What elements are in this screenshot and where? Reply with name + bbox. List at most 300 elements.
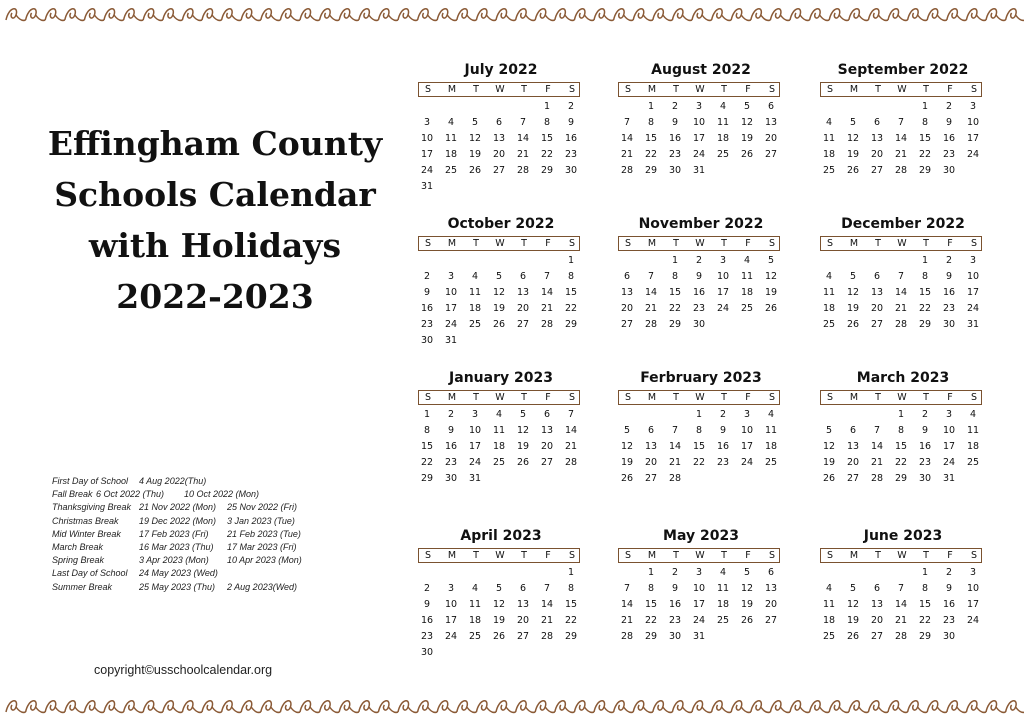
weekday-header — [418, 548, 580, 563]
day-cell: 6 — [849, 425, 857, 436]
day-cell: 3 — [945, 409, 953, 420]
day-cell: 28 — [516, 165, 530, 176]
day-cell: 31 — [942, 473, 956, 484]
day-cell: 17 — [716, 287, 730, 298]
day-cell: 14 — [894, 133, 908, 144]
day-cell: 28 — [894, 319, 908, 330]
day-cell: 27 — [644, 473, 658, 484]
day-cell: 27 — [492, 165, 506, 176]
day-cell: 27 — [620, 319, 634, 330]
day-cell: 22 — [918, 615, 932, 626]
day-cell: 24 — [966, 149, 980, 160]
day-cell: 15 — [420, 441, 434, 452]
day-cell: 30 — [668, 165, 682, 176]
day-cell: 18 — [822, 149, 836, 160]
day-cell: 10 — [966, 271, 980, 282]
day-cell: 2 — [423, 271, 431, 282]
weekday-header — [820, 82, 982, 97]
day-cell: 11 — [444, 133, 458, 144]
day-cell: 18 — [740, 287, 754, 298]
weekday-label: T — [521, 550, 527, 561]
day-cell: 28 — [870, 473, 884, 484]
day-cell: 16 — [668, 599, 682, 610]
weekday-label: S — [424, 238, 432, 249]
weekday-label: S — [970, 238, 978, 249]
day-cell: 21 — [564, 441, 578, 452]
day-cell: 13 — [870, 287, 884, 298]
day-cell: 15 — [692, 441, 706, 452]
day-cell: 26 — [846, 165, 860, 176]
day-cell: 16 — [918, 441, 932, 452]
day-cell: 3 — [447, 583, 455, 594]
weekday-header — [618, 390, 780, 405]
day-cell: 14 — [668, 441, 682, 452]
day-cell: 8 — [921, 271, 929, 282]
day-cell: 4 — [719, 567, 727, 578]
day-cell: 23 — [444, 457, 458, 468]
day-cell: 21 — [894, 149, 908, 160]
day-cell: 27 — [764, 615, 778, 626]
holiday-date-end: 21 Feb 2023 (Tue) — [227, 528, 301, 539]
day-cell: 17 — [942, 441, 956, 452]
title-line: 2022-2023 — [116, 277, 314, 316]
day-cell: 5 — [849, 583, 857, 594]
weekday-label: F — [745, 550, 751, 561]
weekday-label: M — [647, 84, 657, 95]
day-cell: 25 — [822, 165, 836, 176]
day-cell: 19 — [846, 149, 860, 160]
day-cell: 14 — [620, 133, 634, 144]
day-cell: 2 — [945, 101, 953, 112]
weekday-label: M — [849, 238, 859, 249]
day-cell: 16 — [444, 441, 458, 452]
day-cell: 13 — [492, 133, 506, 144]
day-cell: 14 — [644, 287, 658, 298]
weekday-label: M — [447, 392, 457, 403]
day-cell: 1 — [567, 567, 575, 578]
day-cell: 24 — [942, 457, 956, 468]
weekday-label: W — [495, 238, 505, 249]
day-cell: 10 — [966, 583, 980, 594]
day-cell: 8 — [567, 271, 575, 282]
month-title: October 2022 — [447, 216, 555, 232]
day-cell: 18 — [822, 303, 836, 314]
weekday-label: F — [545, 550, 551, 561]
day-cell: 18 — [716, 133, 730, 144]
day-cell: 5 — [519, 409, 527, 420]
day-cell: 10 — [966, 117, 980, 128]
day-cell: 25 — [764, 457, 778, 468]
weekday-label: S — [970, 550, 978, 561]
day-cell: 13 — [870, 133, 884, 144]
day-cell: 29 — [540, 165, 554, 176]
day-cell: 5 — [849, 117, 857, 128]
day-cell: 21 — [894, 303, 908, 314]
day-cell: 3 — [471, 409, 479, 420]
day-cell: 13 — [620, 287, 634, 298]
day-cell: 4 — [767, 409, 775, 420]
weekday-label: T — [721, 392, 727, 403]
holiday-date-end: 25 Nov 2022 (Fri) — [227, 502, 298, 513]
day-cell: 1 — [647, 101, 655, 112]
day-cell: 23 — [668, 615, 682, 626]
day-cell: 12 — [492, 287, 506, 298]
day-cell: 18 — [468, 615, 482, 626]
day-cell: 31 — [966, 319, 980, 330]
day-cell: 8 — [647, 117, 655, 128]
day-cell: 30 — [444, 473, 458, 484]
day-cell: 10 — [740, 425, 754, 436]
day-cell: 25 — [468, 319, 482, 330]
day-cell: 12 — [740, 117, 754, 128]
day-cell: 4 — [969, 409, 977, 420]
weekday-label: W — [495, 84, 505, 95]
day-cell: 5 — [471, 117, 479, 128]
day-cell: 4 — [825, 271, 833, 282]
day-cell: 29 — [564, 631, 578, 642]
day-cell: 1 — [567, 255, 575, 266]
weekday-label: F — [745, 84, 751, 95]
day-cell: 4 — [471, 583, 479, 594]
day-cell: 3 — [447, 271, 455, 282]
day-cell: 21 — [620, 149, 634, 160]
day-cell: 10 — [420, 133, 434, 144]
day-cell: 25 — [444, 165, 458, 176]
day-cell: 9 — [945, 117, 953, 128]
day-cell: 26 — [764, 303, 778, 314]
day-cell: 23 — [918, 457, 932, 468]
day-cell: 18 — [764, 441, 778, 452]
weekday-label: M — [849, 392, 859, 403]
day-cell: 26 — [492, 631, 506, 642]
day-cell: 8 — [671, 271, 679, 282]
day-cell: 30 — [692, 319, 706, 330]
day-cell: 24 — [740, 457, 754, 468]
weekday-label: S — [424, 550, 432, 561]
day-cell: 5 — [849, 271, 857, 282]
day-cell: 10 — [692, 117, 706, 128]
day-cell: 21 — [870, 457, 884, 468]
day-cell: 7 — [623, 583, 631, 594]
day-cell: 6 — [873, 117, 881, 128]
weekday-label: S — [826, 392, 834, 403]
day-cell: 22 — [894, 457, 908, 468]
weekday-label: F — [745, 238, 751, 249]
day-cell: 20 — [516, 615, 530, 626]
day-cell: 24 — [716, 303, 730, 314]
day-cell: 6 — [873, 583, 881, 594]
day-cell: 26 — [846, 319, 860, 330]
day-cell: 4 — [743, 255, 751, 266]
weekday-label: W — [695, 550, 705, 561]
day-cell: 20 — [870, 149, 884, 160]
day-cell: 10 — [468, 425, 482, 436]
day-cell: 21 — [516, 149, 530, 160]
month-title: March 2023 — [856, 370, 950, 386]
day-cell: 22 — [564, 303, 578, 314]
day-cell: 2 — [921, 409, 929, 420]
day-cell: 27 — [870, 319, 884, 330]
day-cell: 21 — [620, 615, 634, 626]
day-cell: 16 — [668, 133, 682, 144]
day-cell: 8 — [921, 583, 929, 594]
day-cell: 5 — [495, 583, 503, 594]
weekday-label: M — [447, 550, 457, 561]
day-cell: 28 — [540, 631, 554, 642]
weekday-label: T — [673, 84, 679, 95]
weekday-header — [820, 390, 982, 405]
day-cell: 28 — [894, 631, 908, 642]
day-cell: 18 — [822, 615, 836, 626]
day-cell: 12 — [740, 583, 754, 594]
day-cell: 14 — [870, 441, 884, 452]
day-cell: 8 — [695, 425, 703, 436]
day-cell: 17 — [692, 133, 706, 144]
day-cell: 15 — [894, 441, 908, 452]
weekday-label: M — [447, 238, 457, 249]
holiday-name: Last Day of School — [52, 568, 128, 579]
day-cell: 23 — [942, 303, 956, 314]
month-title: September 2022 — [837, 62, 969, 78]
holiday-name: Christmas Break — [52, 515, 119, 526]
weekday-label: S — [624, 550, 632, 561]
weekday-label: T — [473, 84, 479, 95]
day-cell: 21 — [540, 303, 554, 314]
day-cell: 11 — [822, 287, 836, 298]
day-cell: 7 — [519, 117, 527, 128]
day-cell: 15 — [564, 287, 578, 298]
day-cell: 26 — [620, 473, 634, 484]
weekday-label: T — [875, 238, 881, 249]
weekday-label: M — [447, 84, 457, 95]
day-cell: 5 — [743, 567, 751, 578]
day-cell: 1 — [921, 567, 929, 578]
day-cell: 12 — [468, 133, 482, 144]
weekday-label: S — [826, 238, 834, 249]
day-cell: 30 — [420, 647, 434, 658]
day-cell: 28 — [540, 319, 554, 330]
day-cell: 12 — [620, 441, 634, 452]
day-cell: 22 — [918, 303, 932, 314]
day-cell: 28 — [668, 473, 682, 484]
day-cell: 30 — [942, 165, 956, 176]
day-cell: 13 — [516, 287, 530, 298]
holiday-name: Spring Break — [52, 555, 105, 566]
day-cell: 26 — [468, 165, 482, 176]
day-cell: 3 — [695, 567, 703, 578]
day-cell: 7 — [567, 409, 575, 420]
holiday-date-end: 10 Oct 2022 (Mon) — [184, 489, 260, 500]
day-cell: 22 — [540, 149, 554, 160]
weekday-label: T — [923, 238, 929, 249]
day-cell: 10 — [444, 599, 458, 610]
day-cell: 13 — [540, 425, 554, 436]
weekday-label: T — [473, 392, 479, 403]
day-cell: 17 — [966, 599, 980, 610]
weekday-label: F — [745, 392, 751, 403]
day-cell: 14 — [894, 287, 908, 298]
day-cell: 20 — [540, 441, 554, 452]
day-cell: 19 — [492, 615, 506, 626]
day-cell: 30 — [420, 335, 434, 346]
day-cell: 13 — [516, 599, 530, 610]
day-cell: 10 — [716, 271, 730, 282]
day-cell: 8 — [921, 117, 929, 128]
holiday-date-start: 3 Apr 2023 (Mon) — [139, 555, 209, 566]
day-cell: 13 — [870, 599, 884, 610]
day-cell: 12 — [516, 425, 530, 436]
day-cell: 29 — [918, 319, 932, 330]
weekday-label: S — [826, 550, 834, 561]
day-cell: 6 — [543, 409, 551, 420]
day-cell: 23 — [420, 319, 434, 330]
day-cell: 14 — [516, 133, 530, 144]
day-cell: 21 — [668, 457, 682, 468]
weekday-label: F — [545, 84, 551, 95]
day-cell: 7 — [897, 271, 905, 282]
weekday-label: W — [495, 550, 505, 561]
day-cell: 10 — [692, 583, 706, 594]
day-cell: 7 — [543, 583, 551, 594]
day-cell: 24 — [444, 319, 458, 330]
weekday-label: S — [624, 238, 632, 249]
day-cell: 9 — [921, 425, 929, 436]
day-cell: 21 — [644, 303, 658, 314]
day-cell: 10 — [942, 425, 956, 436]
weekday-label: M — [849, 550, 859, 561]
day-cell: 2 — [695, 255, 703, 266]
title-line: Schools Calendar — [54, 175, 376, 214]
weekday-label: T — [521, 84, 527, 95]
weekday-label: S — [826, 84, 834, 95]
day-cell: 17 — [420, 149, 434, 160]
day-cell: 2 — [945, 567, 953, 578]
day-cell: 11 — [740, 271, 754, 282]
day-cell: 17 — [966, 133, 980, 144]
day-cell: 30 — [564, 165, 578, 176]
day-cell: 7 — [647, 271, 655, 282]
day-cell: 16 — [420, 615, 434, 626]
day-cell: 16 — [716, 441, 730, 452]
day-cell: 24 — [468, 457, 482, 468]
weekday-label: W — [897, 392, 907, 403]
holiday-date-start: 21 Nov 2022 (Mon) — [139, 502, 217, 513]
weekday-label: S — [768, 84, 776, 95]
day-cell: 29 — [894, 473, 908, 484]
month-title: May 2023 — [663, 528, 739, 544]
day-cell: 29 — [564, 319, 578, 330]
holiday-date-end: 10 Apr 2023 (Mon) — [227, 555, 302, 566]
day-cell: 30 — [918, 473, 932, 484]
holiday-date-start: 17 Feb 2023 (Fri) — [139, 528, 209, 539]
day-cell: 20 — [620, 303, 634, 314]
day-cell: 12 — [846, 287, 860, 298]
day-cell: 10 — [444, 287, 458, 298]
day-cell: 29 — [644, 631, 658, 642]
weekday-label: M — [849, 84, 859, 95]
weekday-label: T — [521, 392, 527, 403]
day-cell: 19 — [740, 599, 754, 610]
day-cell: 6 — [767, 101, 775, 112]
weekday-label: T — [875, 550, 881, 561]
day-cell: 24 — [420, 165, 434, 176]
weekday-label: S — [624, 84, 632, 95]
day-cell: 1 — [695, 409, 703, 420]
day-cell: 25 — [468, 631, 482, 642]
day-cell: 4 — [825, 117, 833, 128]
weekday-header — [418, 82, 580, 97]
weekday-label: M — [647, 392, 657, 403]
weekday-label: F — [947, 84, 953, 95]
day-cell: 20 — [644, 457, 658, 468]
weekday-label: T — [673, 392, 679, 403]
weekday-label: S — [970, 84, 978, 95]
weekday-label: W — [495, 392, 505, 403]
day-cell: 16 — [942, 287, 956, 298]
day-cell: 6 — [519, 271, 527, 282]
weekday-label: W — [897, 238, 907, 249]
day-cell: 11 — [716, 117, 730, 128]
day-cell: 15 — [644, 133, 658, 144]
day-cell: 8 — [647, 583, 655, 594]
day-cell: 9 — [945, 271, 953, 282]
weekday-label: T — [721, 84, 727, 95]
day-cell: 22 — [918, 149, 932, 160]
holiday-date-start: 16 Mar 2023 (Thu) — [139, 541, 214, 552]
day-cell: 6 — [647, 425, 655, 436]
day-cell: 23 — [716, 457, 730, 468]
day-cell: 14 — [620, 599, 634, 610]
day-cell: 14 — [564, 425, 578, 436]
day-cell: 3 — [969, 567, 977, 578]
day-cell: 20 — [764, 599, 778, 610]
day-cell: 5 — [767, 255, 775, 266]
weekday-label: S — [624, 392, 632, 403]
day-cell: 24 — [692, 149, 706, 160]
title-line: Effingham County — [47, 124, 383, 163]
day-cell: 1 — [671, 255, 679, 266]
weekday-label: T — [923, 550, 929, 561]
day-cell: 1 — [897, 409, 905, 420]
day-cell: 9 — [695, 271, 703, 282]
holiday-date-start: 4 Aug 2022(Thu) — [139, 476, 207, 486]
day-cell: 12 — [846, 133, 860, 144]
day-cell: 21 — [894, 615, 908, 626]
day-cell: 3 — [969, 255, 977, 266]
day-cell: 2 — [719, 409, 727, 420]
day-cell: 19 — [846, 615, 860, 626]
day-cell: 29 — [644, 165, 658, 176]
weekday-label: S — [424, 392, 432, 403]
day-cell: 27 — [846, 473, 860, 484]
weekday-label: T — [875, 392, 881, 403]
day-cell: 15 — [668, 287, 682, 298]
day-cell: 27 — [764, 149, 778, 160]
day-cell: 7 — [543, 271, 551, 282]
day-cell: 21 — [540, 615, 554, 626]
month-title: July 2022 — [464, 62, 538, 78]
weekday-label: M — [647, 238, 657, 249]
holiday-date-start: 6 Oct 2022 (Thu) — [96, 489, 165, 500]
day-cell: 15 — [918, 287, 932, 298]
weekday-label: T — [473, 550, 479, 561]
weekday-label: T — [721, 550, 727, 561]
day-cell: 13 — [846, 441, 860, 452]
day-cell: 24 — [966, 303, 980, 314]
weekday-header — [418, 236, 580, 251]
day-cell: 2 — [423, 583, 431, 594]
day-cell: 25 — [716, 149, 730, 160]
